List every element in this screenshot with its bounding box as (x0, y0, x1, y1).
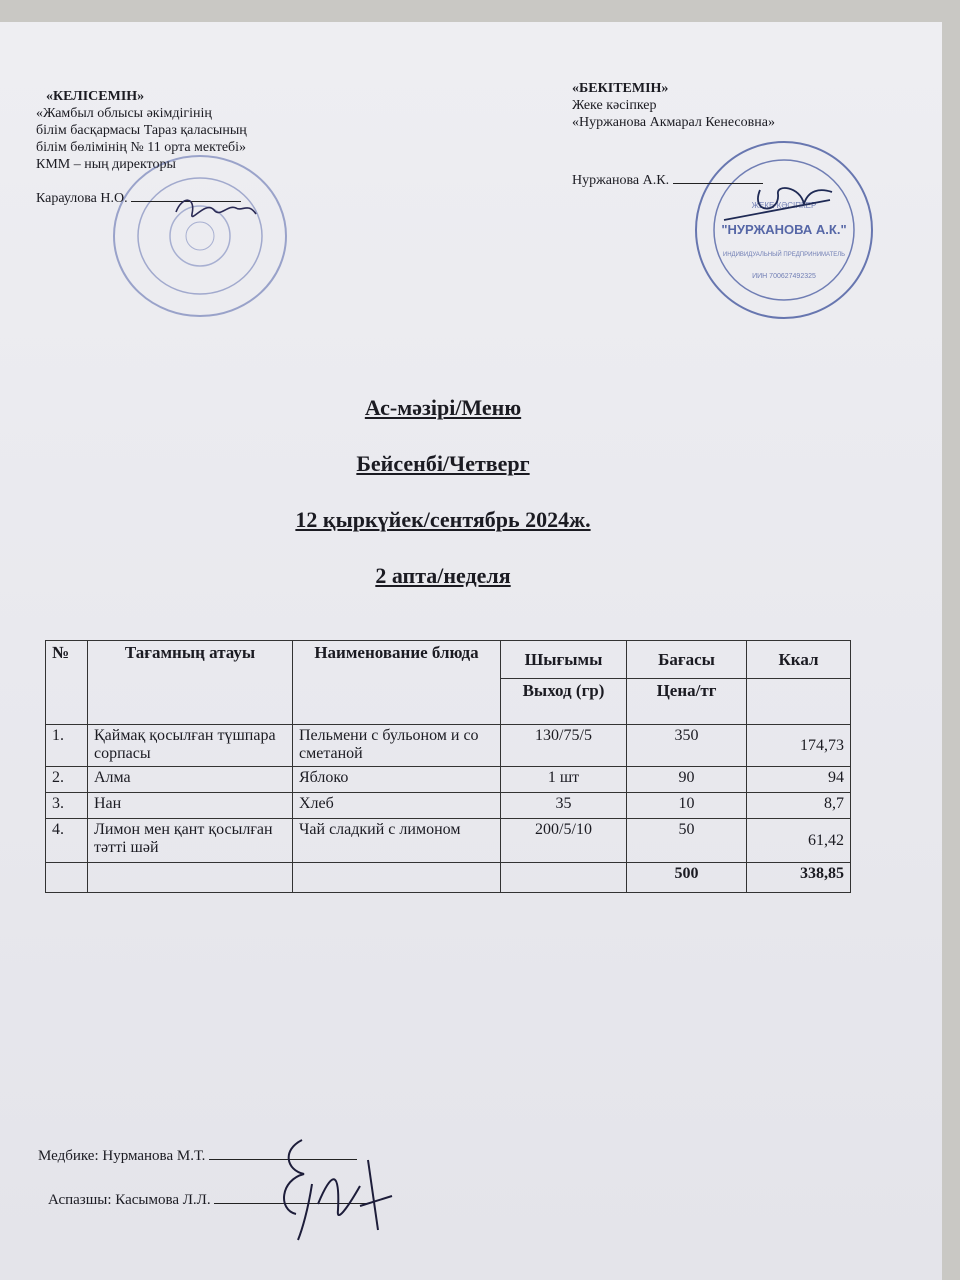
stamp-sub-text-2: ИНДИВИДУАЛЬНЫЙ ПРЕДПРИНИМАТЕЛЬ (722, 252, 846, 258)
right-approval-line-2: «Нуржанова Акмарал Кенесовна» (572, 115, 775, 130)
right-approval-block (572, 80, 775, 189)
row-kcal: 174,73 (747, 725, 851, 767)
row-price: 90 (627, 767, 747, 793)
left-approval-heading: «КЕЛІСЕМІН» (46, 89, 145, 104)
header-kcal: Ккал (747, 641, 851, 679)
left-approval-line-4: КММ – ның директоры (36, 157, 176, 172)
total-price: 500 (627, 863, 747, 893)
header-num: № (46, 641, 88, 725)
date-title: 12 қыркүйек/сентябрь 2024ж. (295, 507, 591, 532)
row-name-kz: Қаймақ қосылған түшпара сорпасы (88, 725, 293, 767)
row-price: 10 (627, 793, 747, 819)
left-handwritten-signature (170, 192, 260, 232)
right-approval-name: Нуржанова А.К. (572, 173, 670, 188)
left-approval-line-2: білім басқармасы Тараз қаласының (36, 123, 247, 138)
header-kcal-empty (747, 679, 851, 725)
header-name-kz: Тағамның атауы (88, 641, 293, 725)
total-empty-cell (293, 863, 501, 893)
menu-title: Ас-мәзірі/Меню (364, 395, 522, 420)
week-title: 2 апта/неделя (375, 563, 511, 588)
header-price-ru: Цена/тг (627, 679, 747, 725)
row-num: 4. (46, 819, 88, 863)
row-name-kz: Нан (88, 793, 293, 819)
left-approval-line-1: «Жамбыл облысы әкімдігінің (36, 106, 212, 121)
left-approval-line-3: білім бөлімінің № 11 орта мектебі» (36, 140, 247, 155)
nurse-label: Медбике: Нурманова М.Т. (38, 1148, 206, 1164)
header-yield-ru: Выход (гр) (501, 679, 627, 725)
row-name-ru: Чай сладкий с лимоном (293, 819, 501, 863)
stamp-sub-text: ЖЕКЕ КӘСІПКЕР (751, 201, 817, 210)
total-empty-cell (88, 863, 293, 893)
row-name-ru: Яблоко (293, 767, 501, 793)
table-row (46, 819, 851, 863)
row-num: 2. (46, 767, 88, 793)
row-num: 1. (46, 725, 88, 767)
cook-label: Аспазшы: Касымова Л.Л. (48, 1192, 211, 1208)
row-kcal: 94 (747, 767, 851, 793)
row-yield: 1 шт (501, 767, 627, 793)
right-approval-line-1: Жеке кәсіпкер (572, 98, 657, 113)
table-header-row (46, 641, 851, 679)
row-yield: 130/75/5 (501, 725, 627, 767)
right-approval-heading: «БЕКІТЕМІН» (572, 81, 669, 96)
row-yield: 200/5/10 (501, 819, 627, 863)
total-kcal: 338,85 (747, 863, 851, 893)
total-empty-cell (46, 863, 88, 893)
row-name-kz: Алма (88, 767, 293, 793)
table-row (46, 725, 851, 767)
header-price-kz: Бағасы (627, 641, 747, 679)
left-approval-name: Караулова Н.О. (36, 191, 128, 206)
table-total-row (46, 863, 851, 893)
day-title: Бейсенбі/Четверг (356, 451, 530, 476)
header-yield-kz: Шығымы (501, 641, 627, 679)
row-price: 350 (627, 725, 747, 767)
total-empty-cell (501, 863, 627, 893)
table-row (46, 767, 851, 793)
row-yield: 35 (501, 793, 627, 819)
row-kcal: 8,7 (747, 793, 851, 819)
row-num: 3. (46, 793, 88, 819)
row-price: 50 (627, 819, 747, 863)
menu-titles (0, 393, 886, 617)
table-row (46, 793, 851, 819)
header-name-ru: Наименование блюда (293, 641, 501, 725)
row-name-ru: Пельмени с бульоном и со сметаной (293, 725, 501, 767)
right-handwritten-signature (720, 180, 840, 230)
left-approval-block (36, 88, 247, 207)
stamp-center-text: "НУРЖАНОВА А.К." (721, 222, 847, 237)
stamp-iin: ИИН 700627492325 (752, 273, 816, 280)
menu-table (45, 640, 851, 893)
row-kcal: 61,42 (747, 819, 851, 863)
footer-handwritten-signature (268, 1130, 408, 1248)
row-name-kz: Лимон мен қант қосылған тәтті шәй (88, 819, 293, 863)
row-name-ru: Хлеб (293, 793, 501, 819)
